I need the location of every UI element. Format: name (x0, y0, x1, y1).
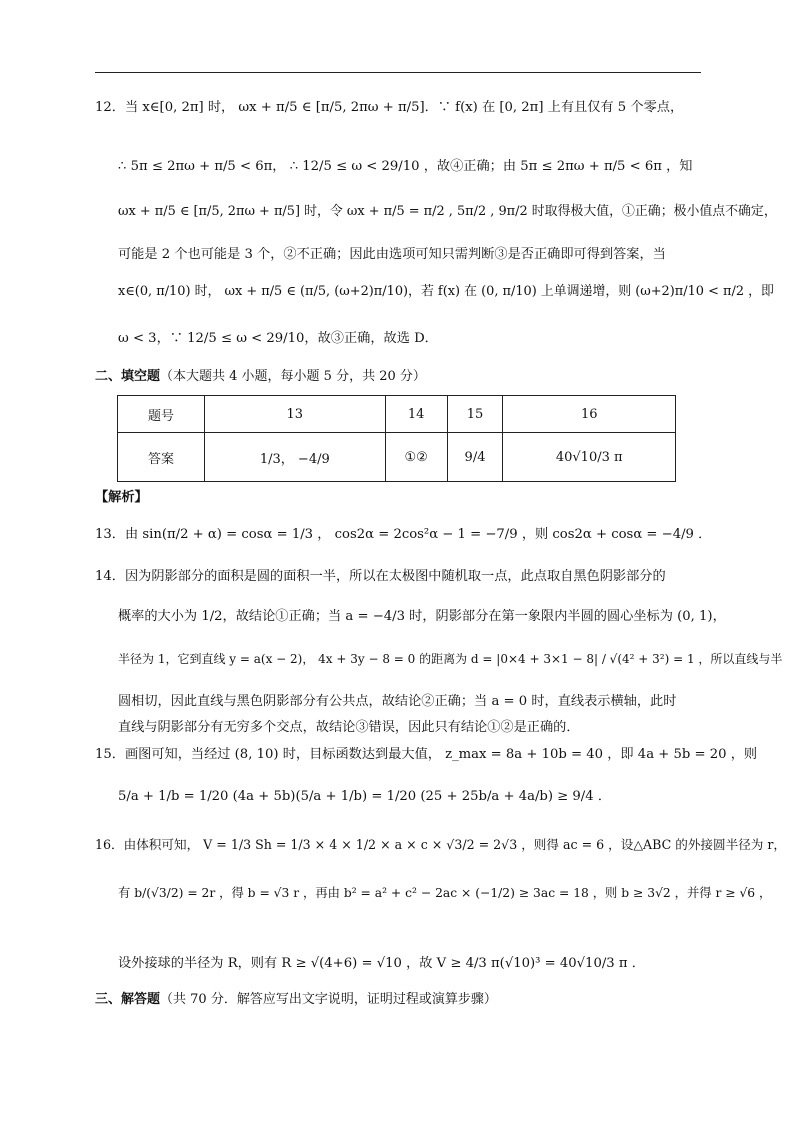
table-cell: 40√10/3 π (503, 433, 676, 482)
q12-line-3: ωx + π/5 ∈ [π/5, 2πω + π/5] 时，令 ωx + π/5 = π/2 , 5π/2 , 9π/2 时取得极大值，①正确；极小值点不确定， (118, 204, 777, 219)
table-cell: 15 (447, 396, 503, 433)
q14-line-1: 14．因为阴影部分的面积是圆的面积一半，所以在太极图中随机取一点，此点取自黑色阴影部分的 (95, 569, 666, 584)
q16-line-3: 设外接球的半径为 R，则有 R ≥ √(4+6) = √10 ，故 V ≥ 4/3 π(√10)³ = 40√10/3 π ． (118, 956, 645, 971)
section-3-heading: 三、解答题（共 70 分．解答应写出文字说明，证明过程或演算步骤） (95, 992, 497, 1007)
table-cell: 13 (205, 396, 386, 433)
section-2-heading: 二、填空题（本大题共 4 小题，每小题 5 分，共 20 分） (95, 369, 426, 384)
q12-line-6: ω < 3，∵ 12/5 ≤ ω < 29/10，故③正确，故选 D． (118, 331, 438, 346)
q16-line-1: 16．由体积可知， V = 1/3 Sh = 1/3 × 4 × 1/2 × a × c × √3/2 = 2√3 ，则得 ac = 6 ，设△ABC 的外接圆半径为 r， (95, 837, 787, 852)
q12-line-5: x∈(0, π/10) 时， ωx + π/5 ∈ (π/5, (ω+2)π/10)，若 f(x) 在 (0, π/10) 上单调递增，则 (ω+2)π/10 < π/2 ，即 (118, 284, 774, 299)
q15-line-2: 5/a + 1/b = 1/20 (4a + 5b)(5/a + 1/b) = 1/20 (25 + 25b/a + 4a/b) ≥ 9/4 ． (118, 789, 612, 804)
header-rule (95, 72, 701, 73)
table-row (118, 433, 676, 482)
answer-table (117, 395, 676, 482)
table-cell: 1/3， −4/9 (205, 433, 386, 482)
table-row (118, 396, 676, 433)
q14-line-5: 直线与阴影部分有无穷多个交点，故结论③错误，因此只有结论①②是正确的． (118, 720, 580, 735)
q12-line-2: ∴ 5π ≤ 2πω + π/5 < 6π， ∴ 12/5 ≤ ω < 29/10 ，故④正确；由 5π ≤ 2πω + π/5 < 6π ，知 (118, 159, 693, 174)
q14-line-4: 圆相切，因此直线与黑色阴影部分有公共点，故结论②正确；当 a = 0 时，直线表示横轴，此时 (118, 694, 677, 709)
q15-line-1: 15．画图可知，当经过 (8, 10) 时，目标函数达到最大值， z_max = 8a + 10b = 40 ，即 4a + 5b = 20 ，则 (95, 747, 758, 762)
q12-line-1: 12．当 x∈[0, 2π] 时， ωx + π/5 ∈ [π/5, 2πω + π/5]．∵ f(x) 在 [0, 2π] 上有且仅有 5 个零点， (95, 100, 684, 115)
table-cell: 9/4 (447, 433, 503, 482)
analysis-label: 【解析】 (95, 490, 148, 505)
q16-line-2: 有 b/(√3/2) = 2r ，得 b = √3 r ，再由 b² = a² + c² − 2ac × (−1/2) ≥ 3ac = 18 ，则 b ≥ 3√2 ，并得 r ≥ √6 ， (118, 886, 772, 900)
table-cell: 14 (385, 396, 447, 433)
q13-line: 13．由 sin(π/2 + α) = cosα = 1/3 ， cos2α = 2cos²α − 1 = −7/9 ，则 cos2α + cosα = −4/9 ． (95, 527, 712, 542)
table-header-cell: 答案 (118, 433, 205, 482)
table-cell: ①② (385, 433, 447, 482)
table-cell: 16 (503, 396, 676, 433)
q14-line-2: 概率的大小为 1/2，故结论①正确；当 a = −4/3 时，阴影部分在第一象限内半圆的圆心坐标为 (0, 1)， (118, 609, 726, 624)
q14-line-3: 半径为 1，它到直线 y = a(x − 2)， 4x + 3y − 8 = 0 的距离为 d = |0×4 + 3×1 − 8| / √(4² + 3²) = 1 ，所以直线与半 (118, 652, 783, 666)
table-header-cell: 题号 (118, 396, 205, 433)
q12-line-4: 可能是 2 个也可能是 3 个，②不正确；因此由选项可知只需判断③是否正确即可得到答案，当 (118, 247, 666, 262)
